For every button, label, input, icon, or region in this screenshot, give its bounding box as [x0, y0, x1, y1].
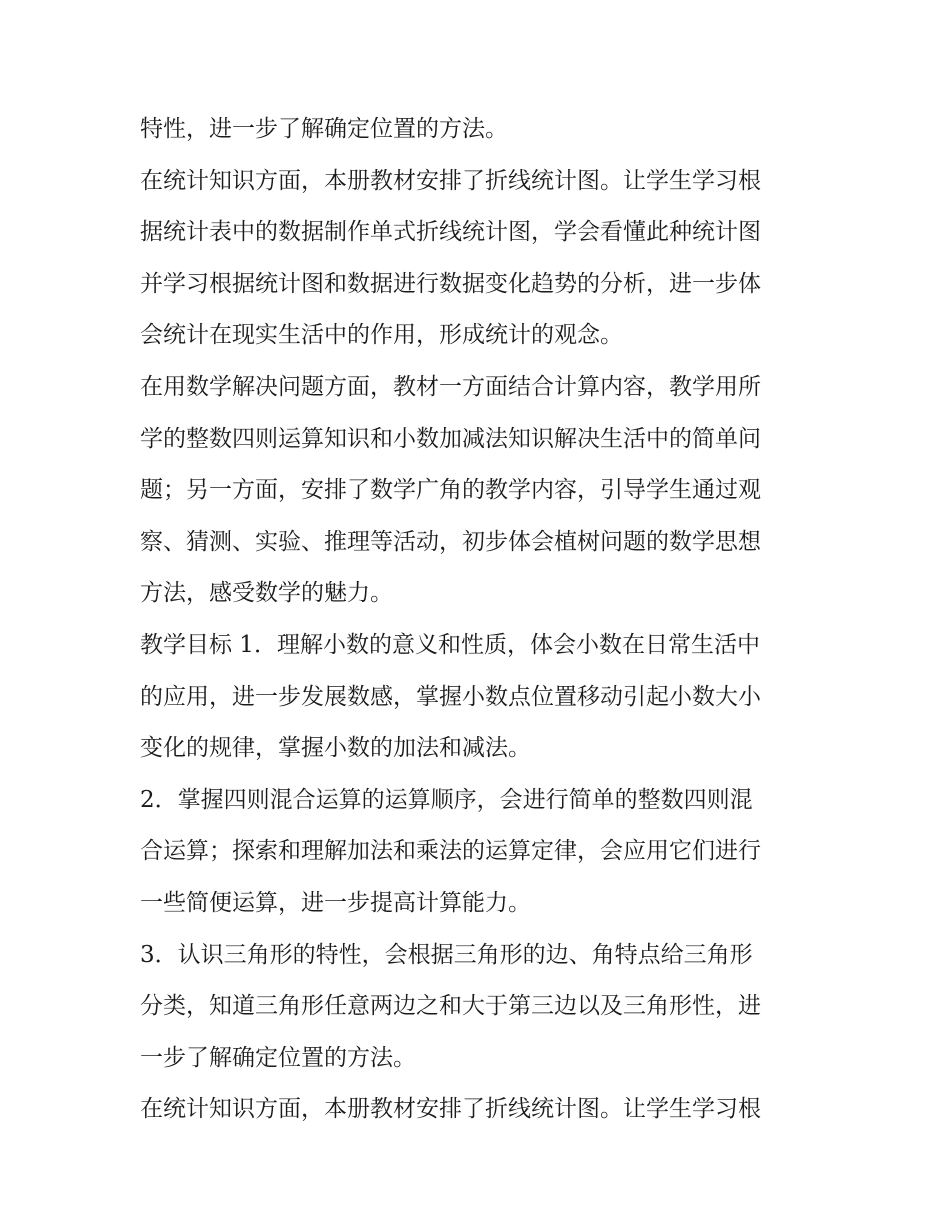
text-line: 的应用，进一步发展数感，掌握小数点位置移动引起小数大小	[140, 683, 761, 710]
text-line: 并学习根据统计图和数据进行数据变化趋势的分析，进一步体	[140, 270, 761, 297]
text-line: 在统计知识方面，本册教材安排了折线统计图。让学生学习根	[140, 167, 761, 194]
text-line: 察、猜测、实验、推理等活动，初步体会植树问题的数学思想	[140, 528, 761, 555]
text-line: 一步了解确定位置的方法。	[140, 1044, 416, 1071]
text-line: 一些简便运算，进一步提高计算能力。	[140, 889, 531, 916]
text-line: 教学目标 1．理解小数的意义和性质，体会小数在日常生活中	[140, 631, 760, 658]
text-line: 在用数学解决问题方面，教材一方面结合计算内容，教学用所	[140, 373, 761, 400]
text-line: 2．掌握四则混合运算的运算顺序，会进行简单的整数四则混	[140, 786, 753, 813]
text-line: 3．认识三角形的特性，会根据三角形的边、角特点给三角形	[140, 941, 753, 968]
text-line: 学的整数四则运算知识和小数加减法知识解决生活中的简单问	[140, 425, 761, 452]
text-line: 据统计表中的数据制作单式折线统计图，学会看懂此种统计图	[140, 219, 761, 246]
text-line: 分类，知道三角形任意两边之和大于第三边以及三角形性，进	[140, 993, 761, 1020]
text-line: 方法，感受数学的魅力。	[140, 580, 393, 607]
text-line: 在统计知识方面，本册教材安排了折线统计图。让学生学习根	[140, 1096, 761, 1123]
text-line: 变化的规律，掌握小数的加法和减法。	[140, 735, 531, 762]
text-line: 特性，进一步了解确定位置的方法。	[140, 116, 508, 142]
document-body	[140, 104, 820, 1136]
text-line: 会统计在现实生活中的作用，形成统计的观念。	[140, 322, 623, 349]
text-line: 题；另一方面，安排了数学广角的教学内容，引导学生通过观	[140, 477, 761, 504]
text-line: 合运算；探索和理解加法和乘法的运算定律，会应用它们进行	[140, 838, 761, 865]
